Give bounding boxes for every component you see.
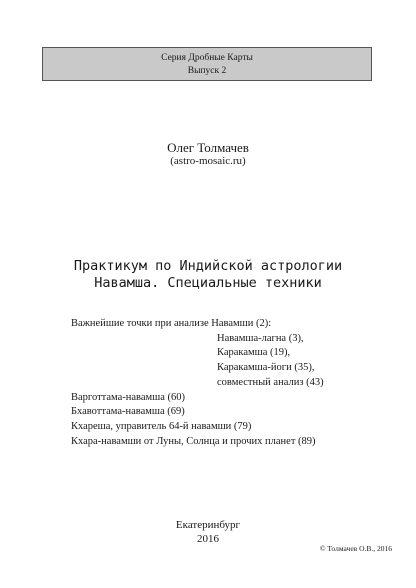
toc-item-bhavottama: Бхавоттама-навамша (69) [71,406,185,418]
copyright-notice: © Толмачев О.В., 2016 [319,544,392,553]
author-name: Олег Толмачев [167,140,249,155]
toc-item-khara-navamshas: Кхара-навамши от Луны, Солнца и прочих планет (89) [71,435,316,447]
publication-city: Екатеринбург [175,519,241,531]
book-title: Практикум по Индийской астрологии [73,258,343,274]
toc-item-karakamsha-yogas: Каракамша-йоги (35), [217,362,315,374]
series-issue: Выпуск 2 [187,66,227,76]
series-box [42,47,372,81]
series-title: Серия Дробные Карты [161,53,253,63]
toc-item-khareshа: Кхареша, управитель 64-й навамши (79) [71,420,252,432]
table-of-contents [71,317,324,449]
toc-item-key-points: Важнейшие точки при анализе Навамши (2): [71,318,272,329]
toc-item-karakamsha: Каракамша (19), [217,347,291,359]
author-website: (astro-mosaic.ru) [170,155,246,167]
toc-item-joint-analysis: совместный анализ (43) [217,376,324,388]
toc-item-vargottama: Варготтама-навамша (60) [71,391,186,403]
toc-item-navamsha-lagna: Навамша-лагна (3), [217,332,304,344]
publication-year: 2016 [197,533,219,545]
book-subtitle: Навамша. Специальные техники [94,275,322,291]
